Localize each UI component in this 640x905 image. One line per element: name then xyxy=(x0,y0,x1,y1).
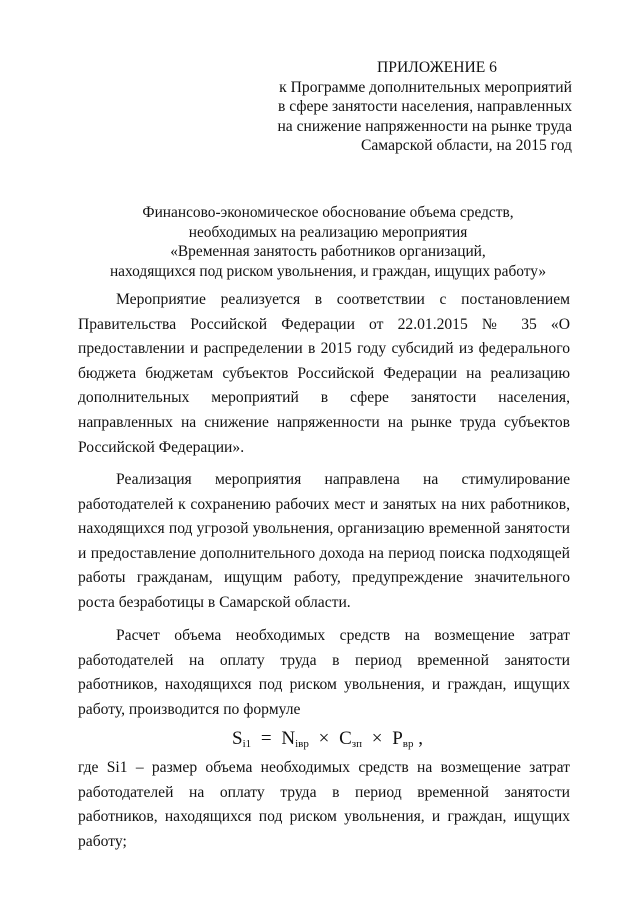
formula-equals: = xyxy=(260,728,272,749)
formula-tail: , xyxy=(418,728,423,749)
formula xyxy=(232,726,452,757)
document-title xyxy=(78,203,578,281)
appendix-header: ПРИЛОЖЕНИЕ 6 xyxy=(377,59,497,76)
formula-p: P xyxy=(392,728,403,749)
title-line: «Временная занятость работников организаций, xyxy=(170,243,486,260)
paragraph-text: Реализация мероприятия направлена на стимулирование работодателей к сохранению рабочих мест и занятых на них работников, находящихся под угрозой увольнения, организацию временной занятости и предоставление дополнительного дохода на период поиска подходящей работы гражданам, ищущим работу, предупреждение значительного роста безработицы в Самарской области. xyxy=(78,471,570,611)
paragraph-text: Мероприятие реализуется в соответствии с постановлением Правительства Российской Федерации от 22.01.2015 № 35 «О предоставлении и распределении в 2015 году субсидий из федерального бюджета бюджетам субъектов Российской Федерации на реализацию дополнительных мероприятий в сфере занятости населения, направленных на снижение напряженности на рынке труда субъектов Российской Федерации». xyxy=(78,291,570,456)
formula-p-sub: вр xyxy=(402,738,414,750)
appendix-line: в сфере занятости населения, направленных xyxy=(278,98,572,115)
paragraph-purpose xyxy=(78,468,570,616)
appendix-block xyxy=(262,58,572,156)
title-line: находящихся под риском увольнения, и граждан, ищущих работу» xyxy=(109,262,547,280)
formula-lhs-sub: i1 xyxy=(242,738,252,750)
title-line: Финансово-экономическое обоснование объема средств, xyxy=(142,204,514,221)
paragraph-text: Расчет объема необходимых средств на возмещение затрат работодателей на оплату труда в период временной занятости работников, находящихся под риском увольнения, и граждан, ищущих работу, производится по формуле xyxy=(78,627,570,718)
formula-times: × xyxy=(371,728,383,749)
appendix-line: на снижение напряженности на рынке труда xyxy=(277,117,572,135)
formula-lhs: S xyxy=(232,728,243,749)
formula-c-sub: зп xyxy=(351,738,362,750)
paragraph-text: где Sі1 – размер объема необходимых средств на возмещение затрат работодателей на оплату труда в период временной занятости работников, находящихся под риском увольнения, и граждан, ищущих работу; xyxy=(78,759,570,850)
formula-times: × xyxy=(318,728,330,749)
title-line: необходимых на реализацию мероприятия xyxy=(188,223,468,241)
appendix-line: к Программе дополнительных мероприятий xyxy=(279,78,572,96)
paragraph-calculation xyxy=(78,624,570,722)
formula-c: C xyxy=(339,728,352,749)
formula-n: N xyxy=(281,728,296,749)
paragraph-legal-basis xyxy=(78,288,570,460)
appendix-line: Самарской области, на 2015 год xyxy=(360,137,572,154)
formula-n-sub: івр xyxy=(295,738,309,750)
paragraph-definition xyxy=(78,756,570,854)
